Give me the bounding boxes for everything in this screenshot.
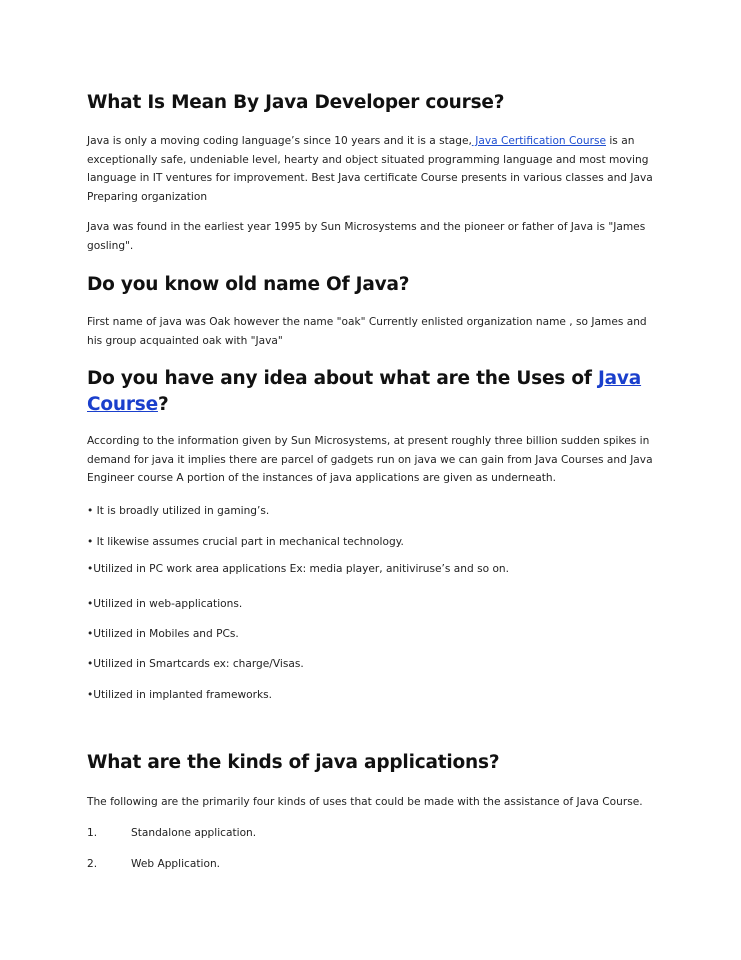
- list-item: •Utilized in Smartcards ex: charge/Visas.: [87, 658, 304, 670]
- list-item: •Utilized in Mobiles and PCs.: [87, 628, 239, 640]
- heading-uses-of-java-course: [87, 366, 687, 418]
- list-text: Standalone application.: [131, 827, 257, 839]
- list-item: •Utilized in implanted frameworks.: [87, 689, 273, 701]
- list-text: Web Application.: [131, 858, 221, 870]
- heading-old-name-of-java: Do you know old name Of Java?: [87, 274, 410, 295]
- heading-uses-text: Do you have any idea about what are the Uses of: [87, 368, 598, 389]
- heading-kinds-of-java-applications: What are the kinds of java applications?: [87, 752, 500, 773]
- list-item: • It is broadly utilized in gaming’s.: [87, 505, 270, 517]
- numbered-item-web-application: [87, 856, 220, 872]
- list-item: • It likewise assumes crucial part in mechanical technology.: [87, 536, 404, 548]
- list-number: 2.: [87, 858, 98, 870]
- paragraph-four-kinds-intro: The following are the primarily four kinds of uses that could be made with the assistance of Java Course.: [87, 796, 643, 808]
- heading-java-developer-course: What Is Mean By Java Developer course?: [87, 92, 505, 113]
- paragraph-java-intro-rest: is an exceptionally safe, undeniable level, hearty and object situated programming language and most moving language in IT ventures for improvement. Best Java certificate Course presents in various classes and Java Preparing organization: [87, 135, 653, 203]
- paragraph-sun-microsystems-info: According to the information given by Sun Microsystems, at present roughly three billion sudden spikes in demand for java it implies there are parcel of gadgets run on java we can gain from Java Courses and Java Engineer course A portion of the instances of java applications are given as underneath.: [87, 435, 653, 484]
- list-item: •Utilized in web-applications.: [87, 598, 243, 610]
- heading-uses-question-mark: ?: [157, 394, 169, 415]
- paragraph-java-history: Java was found in the earliest year 1995 by Sun Microsystems and the pioneer or father of Java is "James gosling".: [87, 221, 646, 252]
- list-number: 1.: [87, 827, 98, 839]
- paragraph-java-intro-text: Java is only a moving coding language’s since 10 years and it is a stage,: [87, 135, 472, 147]
- list-item: •Utilized in PC work area applications Ex: media player, anitiviruse’s and so on.: [87, 563, 510, 575]
- java-course-link[interactable]: Java Course: [87, 368, 642, 415]
- numbered-item-standalone: [87, 825, 256, 841]
- paragraph-java-intro: [87, 132, 662, 206]
- paragraph-oak-name: First name of java was Oak however the name "oak" Currently enlisted organization name , so James and his group acquainted oak with "Java": [87, 316, 647, 347]
- java-certification-course-link[interactable]: Java Certification Course: [471, 135, 606, 147]
